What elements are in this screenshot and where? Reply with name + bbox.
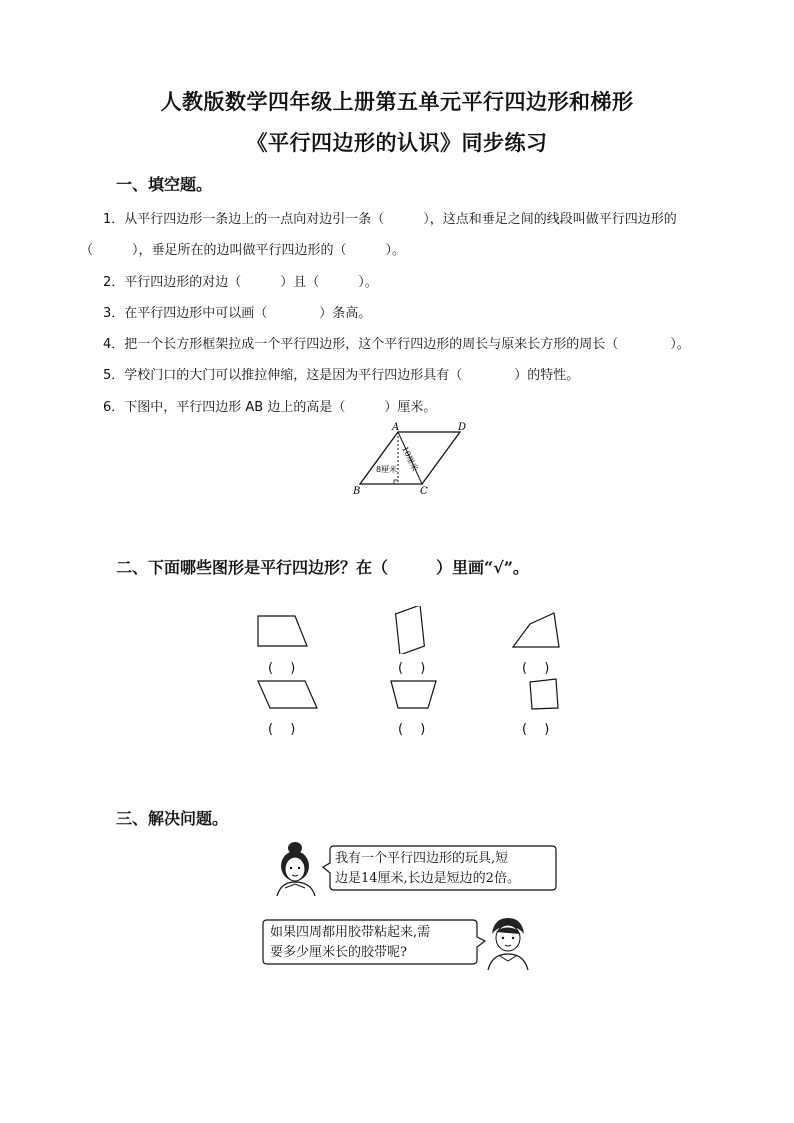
page-subtitle: 《平行四边形的认识》同步练习	[246, 130, 548, 155]
section-heading-parallelograms: 二、下面哪些图形是平行四边形？在（ ）里画“√”。	[116, 558, 529, 577]
answer-box-4[interactable]: ( )	[268, 722, 296, 737]
question-2: 2．平行四边形的对边（ ）且（ ）。	[103, 275, 378, 290]
section-heading-solve-problems: 三、解决问题。	[116, 809, 229, 828]
shape-quadrilateral-irregular	[510, 610, 562, 650]
answer-box-6[interactable]: ( )	[522, 722, 550, 737]
answer-box-5[interactable]: ( )	[398, 722, 426, 737]
question-1-line-2: （ ），垂足所在的边叫做平行四边形的（ ）。	[80, 243, 406, 258]
girl-speech-line-1: 我有一个平行四边形的玩具,短	[335, 851, 509, 866]
vertex-b-label: B	[353, 486, 361, 497]
shape-trapezoid-inverted	[388, 678, 440, 712]
boy-speech-line-2: 要多少厘米长的胶带呢?	[270, 945, 407, 960]
diagonal-length-label: 10厘米	[400, 445, 420, 473]
answer-box-1[interactable]: ( )	[268, 661, 296, 676]
height-length-label: 8厘米	[376, 465, 398, 474]
vertex-c-label: C	[420, 486, 428, 497]
question-6: 6．下图中，平行四边形 AB 边上的高是（ ）厘米。	[103, 400, 437, 415]
parallelogram-figure	[350, 420, 480, 500]
boy-speech-line-1: 如果四周都用胶带粘起来,需	[270, 925, 431, 940]
answer-box-3[interactable]: ( )	[522, 661, 550, 676]
section-heading-fill-blanks: 一、填空题。	[116, 175, 213, 194]
boy-avatar	[482, 914, 534, 972]
girl-avatar	[271, 838, 327, 898]
question-3: 3．在平行四边形中可以画（ ）条高。	[103, 306, 372, 321]
shape-trapezoid-right	[255, 613, 310, 649]
shape-parallelogram-tilted	[388, 606, 432, 654]
question-4: 4．把一个长方形框架拉成一个平行四边形，这个平行四边形的周长与原来长方形的周长（ ）。	[103, 337, 690, 352]
shape-parallelogram-wide	[255, 678, 321, 712]
page-title: 人教版数学四年级上册第五单元平行四边形和梯形	[160, 89, 634, 114]
vertex-a-label: A	[392, 422, 400, 433]
answer-box-2[interactable]: ( )	[398, 661, 426, 676]
girl-speech-line-2: 边是14厘米,长边是短边的2倍。	[335, 871, 520, 886]
vertex-d-label: D	[458, 422, 467, 433]
shape-parallelogram-small	[526, 676, 562, 712]
question-5: 5．学校门口的大门可以推拉伸缩，这是因为平行四边形具有（ ）的特性。	[103, 368, 580, 383]
question-1-line-1: 1．从平行四边形一条边上的一点向对边引一条（ ），这点和垂足之间的线段叫做平行四边形的	[103, 212, 677, 227]
